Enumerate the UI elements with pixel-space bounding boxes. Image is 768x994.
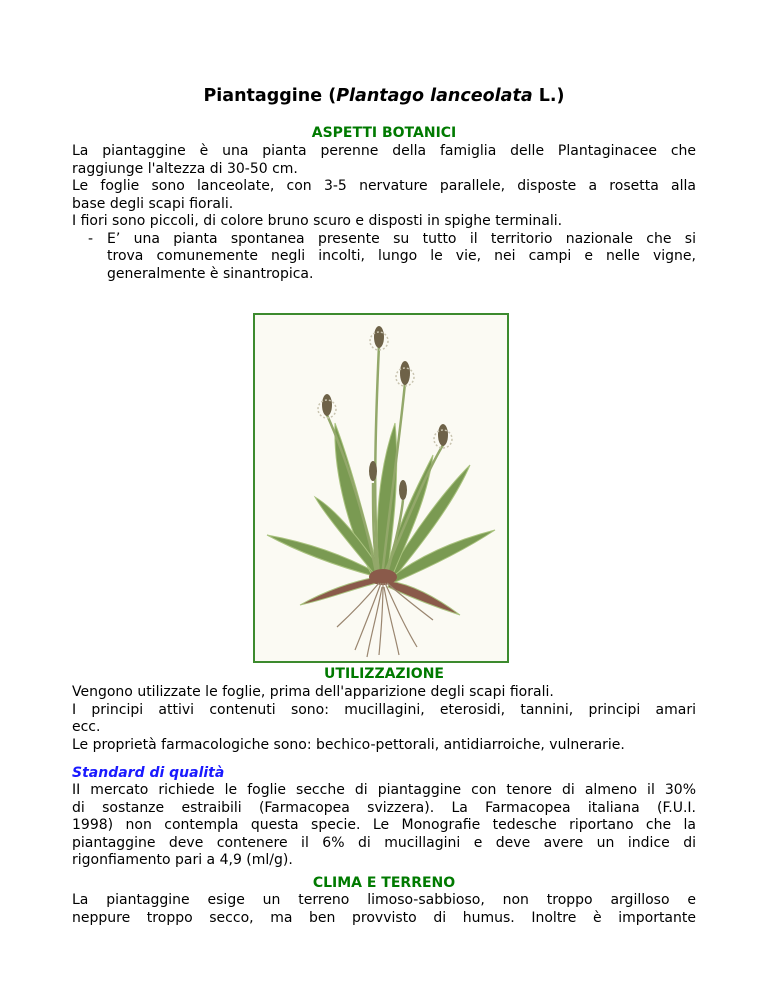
qualita-line-4: piantaggine deve contenere il 6% di mucillagini e deve avere un indice di <box>72 834 696 851</box>
qualita-line-1: II mercato richiede le foglie secche di piantaggine con tenore di almeno il 30% <box>72 782 696 798</box>
qualita-line-5: rigonfiamento pari a 4,9 (ml/g). <box>72 852 293 868</box>
bullet-line-c: generalmente è sinantropica. <box>107 265 314 282</box>
bullet-line-b: trova comunemente negli incolti, lungo le vie, nei campi e nelle vigne, <box>107 248 696 264</box>
spike-4 <box>438 424 448 446</box>
utilizzazione-line-1: Vengono utilizzate le foglie, prima dell'apparizione degli scapi fiorali. <box>72 684 554 700</box>
leaf-lower-left <box>300 577 377 605</box>
botanica-line-2b: base degli scapi fiorali. <box>72 195 234 212</box>
spike-3 <box>322 394 332 416</box>
spike-1 <box>374 326 384 348</box>
qualita-line-2: di sostanze estraibili (Farmacopea svizzera). La Farmacopea italiana (F.U.I. <box>72 799 696 816</box>
bullet-line-a: E’ una pianta spontanea presente su tutto il territorio nazionale che si <box>107 230 696 247</box>
heading-clima-terreno: CLIMA E TERRENO <box>312 875 456 891</box>
clima-line-2: neppure troppo secco, ma ben provvisto di humus. Inoltre è importante <box>72 909 696 926</box>
botanica-line-1b: raggiunge l'altezza di 30-50 cm. <box>72 160 298 177</box>
page-title <box>0 85 768 107</box>
qualita-line-3: 1998) non contempla questa specie. Le Monografie tedesche riportano che la <box>72 817 696 833</box>
bullet-item <box>72 231 696 284</box>
clima-line-1: La piantaggine esige un terreno limoso-sabbioso, non troppo argilloso e <box>72 892 696 908</box>
spike-5 <box>369 461 377 481</box>
botanica-line-2a: Le foglie sono lanceolate, con 3-5 nervature parallele, disposte a rosetta alla <box>72 178 696 194</box>
utilizzazione-line-2b: ecc. <box>72 719 101 735</box>
spike-2 <box>400 361 410 385</box>
heading-utilizzazione: UTILIZZAZIONE <box>324 666 444 682</box>
plant-group <box>267 326 495 657</box>
plant-illustration <box>253 313 509 663</box>
rosette-crown <box>369 569 397 585</box>
heading-aspetti-botanici: ASPETTI BOTANICI <box>311 125 457 141</box>
leaf-lower-right <box>388 581 460 615</box>
heading-standard-qualita: Standard di qualità <box>72 765 225 781</box>
title-latin-name: Plantago lanceolata <box>336 86 533 106</box>
title-common-name: Piantaggine ( <box>203 86 337 106</box>
botanica-line-3: I fiori sono piccoli, di colore bruno scuro e disposti in spighe terminali. <box>72 213 563 229</box>
title-suffix: L.) <box>532 86 565 106</box>
utilizzazione-line-2a: I principi attivi contenuti sono: mucillagini, eterosidi, tannini, principi amari <box>72 701 696 718</box>
root-1 <box>355 583 381 650</box>
plantago-drawing <box>255 315 507 661</box>
botanica-line-1a: La piantaggine è una pianta perenne della famiglia delle Plantaginacee che <box>72 143 696 159</box>
spike-6 <box>399 480 407 500</box>
utilizzazione-line-3: Le proprietà farmacologiche sono: bechico-pettorali, antidiarroiche, vulnerarie. <box>72 736 625 753</box>
bullet-dash: - <box>88 230 94 247</box>
